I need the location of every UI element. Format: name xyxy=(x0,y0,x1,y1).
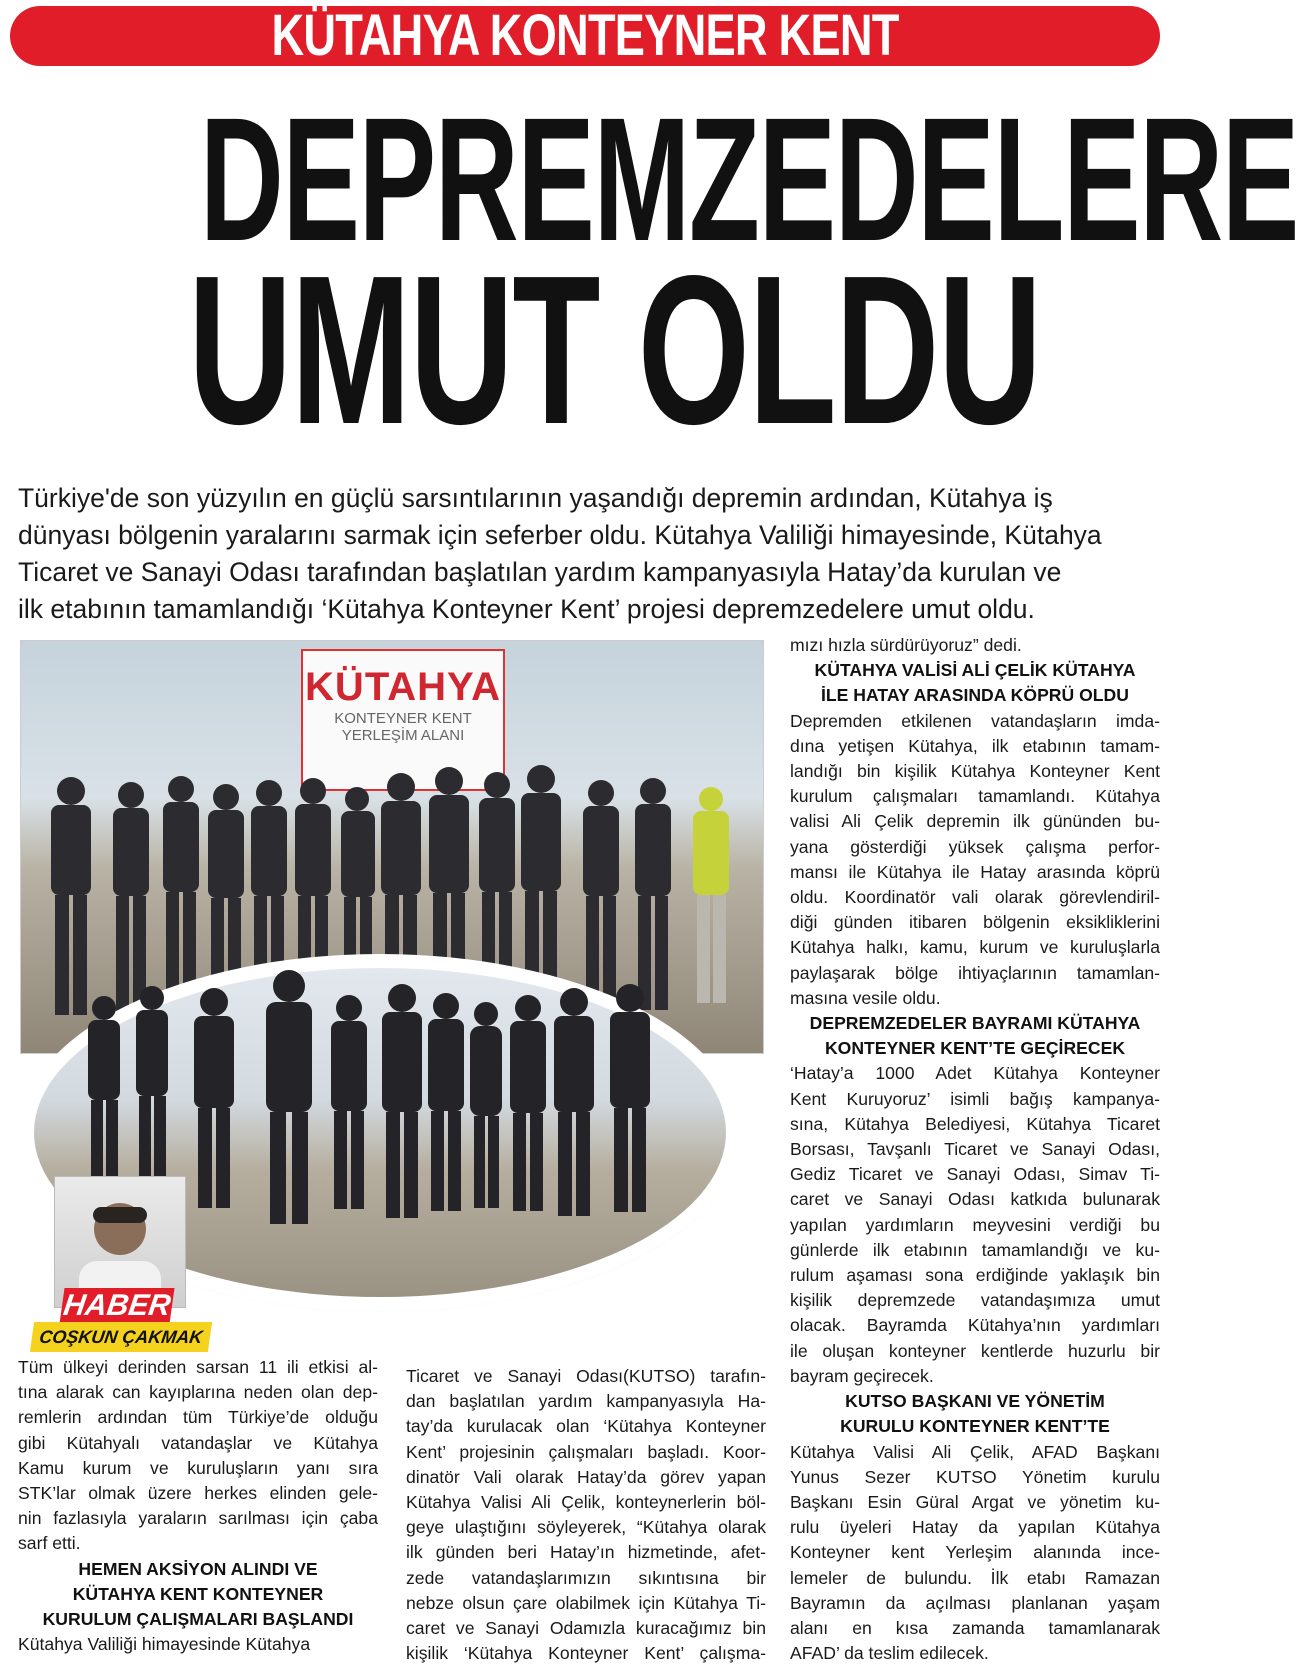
subheading-line: DEPREMZEDELER BAYRAMI KÜTAHYA xyxy=(809,1013,1141,1034)
body-line: tay’da kurulacak olan ‘Kütahya Konteyner xyxy=(406,1416,766,1437)
lead-paragraph xyxy=(18,480,1158,628)
body-line: oldu. Koordinatör vali olarak görevlendiril- xyxy=(790,887,1160,908)
banner-title: KÜTAHYA KONTEYNER KENT xyxy=(271,3,899,68)
body-line: masına vesile oldu. xyxy=(790,987,941,1008)
subheading-line: KURULUM ÇALIŞMALARI BAŞLANDI xyxy=(42,1609,354,1630)
body-line: Kütahya Valisi Ali Çelik, AFAD Başkanı xyxy=(790,1441,1160,1462)
body-line: dan başlatılan yardım kampanyasıyla Ha- xyxy=(406,1391,766,1412)
body-line: Kent’ projesinin çalışmaları başladı. Koor- xyxy=(406,1441,766,1462)
body-line: STK’lar olmak üzere herkes elinden gele- xyxy=(18,1483,378,1504)
body-line: diği günden itibaren bölgenin eksikliklerini xyxy=(790,912,1160,933)
body-line: landığı bin kişilik Kütahya Konteyner Kent xyxy=(790,761,1160,782)
body-line: Ticaret ve Sanayi Odası(KUTSO) tarafın- xyxy=(406,1366,766,1386)
lead-line: dünyası bölgenin yaralarını sarmak için seferber oldu. Kütahya Valiliği himayesinde, Kütahya xyxy=(18,520,1102,550)
body-line: alanı en kısa zamanda tamamlanarak xyxy=(790,1617,1160,1638)
subheading-line: İLE HATAY ARASINDA KÖPRÜ OLDU xyxy=(821,685,1129,706)
body-line: ile oluşan konteyner kentlerde huzurlu bir xyxy=(790,1340,1160,1361)
body-line: Kütahya Valiliği himayesinde Kütahya xyxy=(18,1634,311,1655)
body-line: dinatör Vali olarak Hatay’da görev yapan xyxy=(406,1466,766,1487)
headline-line-2: UMUT OLDU xyxy=(188,231,1041,468)
body-line: caret ve Sanayi Odamızla kuracağımız bin xyxy=(406,1618,766,1639)
subheading-line: KURULU KONTEYNER KENT’TE xyxy=(840,1416,1110,1437)
article-column-2 xyxy=(406,1364,766,1666)
lead-line: Türkiye'de son yüzyılın en güçlü sarsıntılarının yaşandığı depremin ardından, Kütahya iş xyxy=(18,483,1053,513)
subheading-line: KÜTAHYA KENT KONTEYNER xyxy=(72,1583,324,1604)
sign-subtitle-2: YERLEŞİM ALANI xyxy=(341,727,465,744)
body-line: mansı ile Kütahya ile Hatay arasında köprü xyxy=(790,861,1160,882)
body-line: ‘Hatay’a 1000 Adet Kütahya Konteyner xyxy=(790,1063,1160,1084)
body-line: nebze olsun çare olabilmek için Kütahya Ti- xyxy=(406,1592,766,1613)
body-line: zede vatandaşlarımızın sıkıntısına bir xyxy=(406,1567,766,1588)
byline-tag: HABER xyxy=(61,1289,173,1322)
body-line: sarf etti. xyxy=(18,1533,81,1554)
body-line: lemeler de bulundu. İlk etabı Ramazan xyxy=(790,1567,1160,1588)
body-line: AFAD’ da teslim edilecek. xyxy=(790,1643,989,1664)
body-line: olacak. Bayramda Kütahya’nın yardımları xyxy=(790,1315,1160,1336)
body-line: Yunus Sezer KUTSO Yönetim kurulu xyxy=(790,1466,1160,1487)
lead-line: ilk etabının tamamlandığı ‘Kütahya Konteyner Kent’ projesi depremzedelere umut oldu. xyxy=(18,594,1035,624)
body-line: Tüm ülkeyi derinden sarsan 11 ili etkisi al- xyxy=(18,1357,378,1377)
body-line: Kamu kurum ve kuruluşların yanı sıra xyxy=(18,1457,378,1478)
body-line: yapılan yardımların meyvesini verdiği bu xyxy=(790,1214,1160,1235)
body-line: Borsası, Tavşanlı Ticaret ve Sanayi Odası, xyxy=(790,1139,1160,1160)
body-line: günlerde ilk etabının tamamlandığı ve ku- xyxy=(790,1239,1160,1260)
body-line: sına, Kütahya Belediyesi, Kütahya Ticaret xyxy=(790,1113,1160,1134)
body-line: bayram geçirecek. xyxy=(790,1365,934,1386)
body-line: Gediz Ticaret ve Sanayi Odası, Simav Ti- xyxy=(790,1164,1160,1185)
body-line: ilk günden beri Hatay’ın hizmetinde, afet- xyxy=(406,1542,766,1563)
sign-title: KÜTAHYA xyxy=(305,665,501,709)
body-line: Kütahya halkı, kamu, kurum ve kuruluşlarla xyxy=(790,937,1160,958)
body-line: rulu üyeleri Hatay da yapılan Kütahya xyxy=(790,1517,1160,1538)
body-line: gibi Kütahyalı vatandaşlar ve Kütahya xyxy=(18,1432,378,1453)
body-line: nin fazlasıyla yaraların sarılması için çaba xyxy=(18,1508,378,1529)
subheading-line: HEMEN AKSİYON ALINDI VE xyxy=(78,1558,318,1579)
body-line: kişilik ‘Kütahya Konteyner Kent’ çalışma- xyxy=(406,1643,766,1664)
body-line: Bayramın da açılması planlanan yaşam xyxy=(790,1592,1160,1613)
body-line: remlerin ardından tüm Türkiye’de olduğu xyxy=(18,1407,378,1428)
sign-subtitle-1: KONTEYNER KENT xyxy=(334,710,472,727)
body-line: paylaşarak bölge ihtiyaçlarının tamamlan- xyxy=(790,962,1160,983)
headline-line-1: DEPREMZEDELERE xyxy=(199,82,1298,278)
article-column-1 xyxy=(18,1355,378,1657)
section-banner xyxy=(10,3,1160,68)
body-line: Kent Kuruyoruz’ isimli bağış kampanya- xyxy=(790,1088,1160,1109)
body-line: kurulum çalışmaları tamamlandı. Kütahya xyxy=(790,786,1160,807)
body-line: Depremden etkilenen vatandaşların imda- xyxy=(790,710,1160,731)
subheading-line: KONTEYNER KENT’TE GEÇİRECEK xyxy=(824,1038,1126,1059)
body-line: yana gösterdiği yüksek çalışma perfor- xyxy=(790,836,1160,857)
subheading-line: KUTSO BAŞKANI VE YÖNETİM xyxy=(845,1391,1105,1412)
body-line: Kütahya Valisi Ali Çelik, konteynerlerin böl- xyxy=(406,1492,766,1513)
body-line: valisi Ali Çelik depremin ilk gününden bu- xyxy=(790,811,1160,832)
body-line: mızı hızla sürdürüyoruz” dedi. xyxy=(790,635,1022,655)
body-line: tına alarak can kayıplarına neden olan dep- xyxy=(18,1382,378,1403)
body-line: kişilik depremzede vatandaşımıza umut xyxy=(790,1290,1160,1311)
article-column-3 xyxy=(790,633,1160,1666)
subheading-line: KÜTAHYA VALİSİ ALİ ÇELİK KÜTAHYA xyxy=(814,660,1136,681)
body-line: geye ulaştığını söyleyerek, “Kütahya olarak xyxy=(406,1517,766,1538)
lead-line: Ticaret ve Sanayi Odası tarafından başlatılan yardım kampanyasıyla Hatay’da kurulan ve xyxy=(18,557,1062,587)
body-line: Başkanı Esin Güral Argat ve yönetim ku- xyxy=(790,1491,1160,1512)
body-line: caret ve Sanayi Odası katkıda bulunarak xyxy=(790,1189,1160,1210)
byline-author: COŞKUN ÇAKMAK xyxy=(30,1322,212,1352)
body-line: rulum aşaması sona erdiğinde yaklaşık bin xyxy=(790,1265,1160,1286)
body-line: dına yetişen Kütahya, ilk etabının tamam- xyxy=(790,735,1160,756)
body-line: Konteyner kent Yerleşim alanında ince- xyxy=(790,1542,1160,1563)
